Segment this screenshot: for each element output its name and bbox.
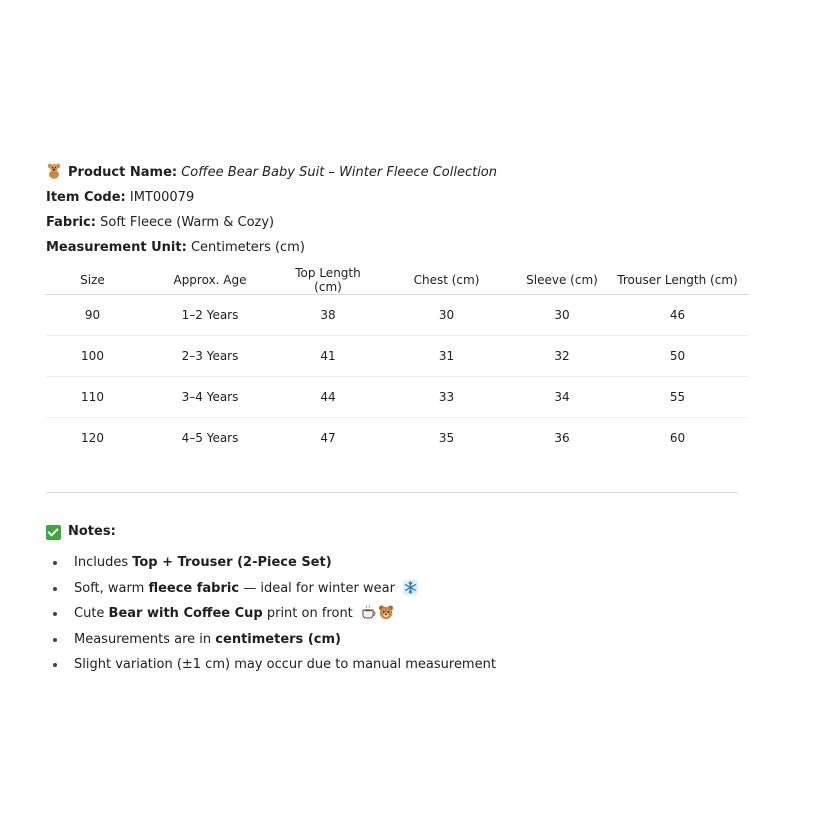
list-item — [46, 652, 746, 678]
cell-age: 2–3 Years — [139, 336, 281, 377]
cell-trouser-length: 46 — [606, 295, 749, 336]
cell-top-length: 41 — [281, 336, 375, 377]
column-header-size: Size — [46, 266, 139, 295]
teddy-bear-icon — [46, 163, 62, 179]
table-row — [46, 418, 749, 459]
list-item — [46, 576, 746, 602]
fabric-label: Fabric: — [46, 215, 96, 230]
note-text: Cute — [74, 606, 109, 621]
table-header-row — [46, 266, 749, 295]
note-text: print on front — [262, 606, 353, 621]
measurement-unit-label: Measurement Unit: — [46, 240, 187, 255]
cell-trouser-length: 50 — [606, 336, 749, 377]
list-item — [46, 627, 746, 653]
measurement-unit-value: Centimeters (cm) — [190, 240, 305, 255]
note-emphasis: fleece fabric — [148, 580, 240, 596]
column-header-trouser-length: Trouser Length (cm) — [606, 266, 749, 295]
cell-sleeve: 34 — [518, 377, 606, 418]
notes-list — [46, 550, 746, 678]
product-details — [46, 160, 796, 458]
table-row — [46, 336, 749, 377]
cell-chest: 33 — [375, 377, 518, 418]
bear-face-icon — [378, 604, 394, 620]
cell-trouser-length: 55 — [606, 377, 749, 418]
notes-title: Notes: — [68, 524, 116, 539]
cell-size: 100 — [46, 336, 139, 377]
note-text: — ideal for winter wear — [239, 580, 395, 596]
product-name-value: Coffee Bear Baby Suit – Winter Fleece Collection — [181, 165, 498, 180]
hot-beverage-icon — [361, 604, 377, 620]
item-code-value: IMT00079 — [129, 190, 195, 205]
fabric-line — [46, 210, 796, 235]
column-header-chest: Chest (cm) — [375, 266, 518, 295]
fabric-value: Soft Fleece (Warm & Cozy) — [100, 215, 275, 230]
note-emphasis: centimeters (cm) — [215, 631, 341, 647]
cell-chest: 31 — [375, 336, 518, 377]
notes-heading — [46, 520, 746, 544]
check-mark-icon — [46, 525, 61, 540]
note-emphasis: Bear with Coffee Cup — [108, 606, 263, 621]
item-code-line — [46, 185, 796, 210]
cell-sleeve: 36 — [554, 431, 570, 445]
cell-top-length: 38 — [281, 295, 375, 336]
cell-chest: 35 — [438, 431, 455, 445]
measurement-unit-line — [46, 235, 796, 260]
column-header-sleeve: Sleeve (cm) — [518, 266, 606, 295]
cell-age: 3–4 Years — [139, 377, 281, 418]
cell-sleeve: 30 — [518, 295, 606, 336]
note-text: Measurements are in — [74, 631, 216, 647]
cell-top-length: 47 — [320, 431, 336, 445]
item-code-label: Item Code: — [46, 190, 126, 205]
table-row — [46, 377, 749, 418]
note-text: Includes — [74, 555, 133, 570]
cell-age: 4–5 Years — [181, 431, 239, 445]
cell-size: 110 — [46, 377, 139, 418]
list-item — [46, 601, 746, 627]
notes-section — [46, 520, 746, 678]
cell-sleeve: 32 — [518, 336, 606, 377]
column-header-top-length: Top Length (cm) — [281, 266, 375, 295]
snowflake-icon — [403, 580, 418, 595]
note-text: Slight variation (±1 cm) may occur due to manual measurement — [74, 657, 496, 672]
size-chart-table — [46, 266, 749, 458]
column-header-age: Approx. Age — [139, 266, 281, 295]
cell-age: 1–2 Years — [139, 295, 281, 336]
cell-top-length: 44 — [281, 377, 375, 418]
note-text: Soft, warm — [74, 580, 149, 596]
section-divider — [46, 492, 738, 493]
product-name-label: Product Name: — [68, 165, 178, 180]
note-emphasis: Top + Trouser (2-Piece Set) — [132, 555, 332, 570]
cell-size: 90 — [46, 295, 139, 336]
list-item — [46, 550, 746, 576]
table-row — [46, 295, 749, 336]
cell-size: 120 — [81, 431, 104, 445]
cell-chest: 30 — [375, 295, 518, 336]
cell-trouser-length: 60 — [669, 431, 686, 445]
product-name-line — [46, 160, 796, 185]
